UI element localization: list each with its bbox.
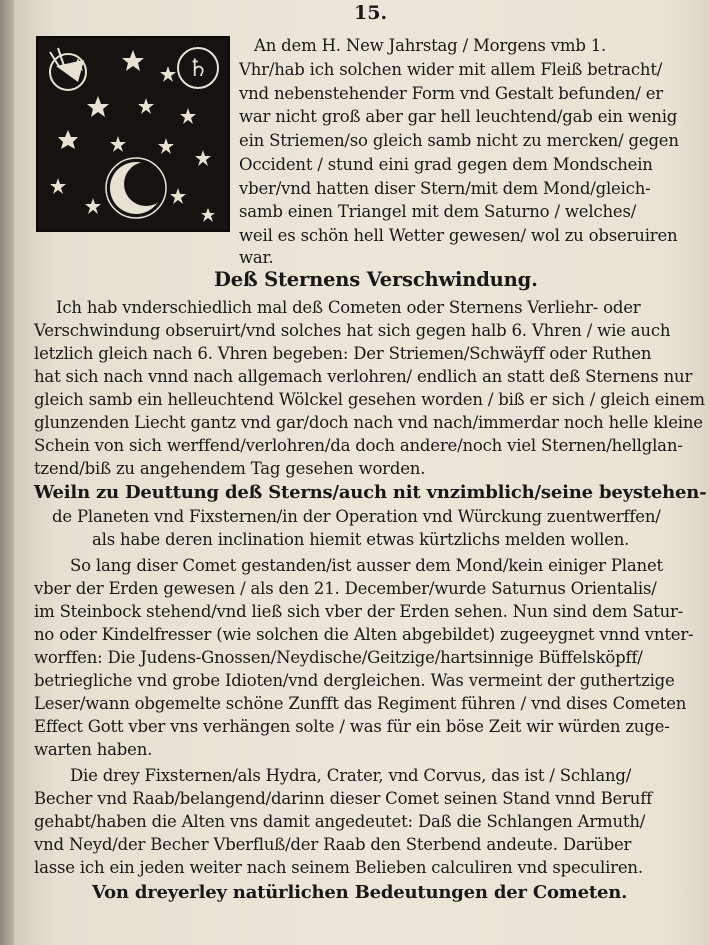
text-line: Ich hab vnderschiedlich mal deß Cometen oder Sternens Verliehr- oder — [56, 298, 641, 317]
text-line: worffen: Die Judens-Gnossen/Neydische/Geitzige/hartsinnige Büffelsköpff/ — [34, 648, 643, 667]
text-line: vber der Erden gewesen / als den 21. December/wurde Saturnus Orientalis/ — [34, 579, 657, 598]
text-line: warten haben. — [34, 740, 153, 759]
text-line: glunzenden Liecht gantz vnd gar/doch nach vnd nach/immerdar noch helle kleine — [34, 413, 703, 432]
text-line: Vhr/hab ich solchen wider mit allem Fleiß betracht/ — [239, 60, 663, 79]
subheading-line: de Planeten vnd Fixsternen/in der Operation vnd Würckung zuentwerffen/ — [52, 507, 661, 526]
text-line: Verschwindung obseruirt/vnd solches hat sich gegen halb 6. Vhren / wie auch — [34, 321, 671, 340]
text-line: vber/vnd hatten diser Stern/mit dem Mond/gleich- — [239, 179, 651, 198]
text-line: Schein von sich werffend/verlohren/da doch andere/noch viel Sternen/hellglan- — [34, 436, 683, 455]
text-line: Effect Gott vber vns verhängen solte / was für ein böse Zeit wir würden zuge- — [34, 717, 670, 736]
text-line: tzend/biß zu angehendem Tag gesehen worden. — [34, 459, 426, 478]
text-line: lasse ich ein jeden weiter nach seinem Belieben calculiren vnd speculiren. — [34, 858, 643, 877]
text-line: Leser/wann obgemelte schöne Zunfft das Regiment führen / vnd dises Cometen — [34, 694, 687, 713]
text-line: gleich samb ein helleuchtend Wölckel gesehen worden / biß er sich / gleich einem — [34, 390, 705, 409]
text-line: vnd nebenstehender Form vnd Gestalt befunden/ er — [239, 84, 663, 103]
text-line: Occident / stund eini grad gegen dem Mondschein — [239, 155, 653, 174]
comet-woodcut-illustration — [36, 36, 230, 232]
text-line: hat sich nach vnnd nach allgemach verlohren/ endlich an statt deß Sternens nur — [34, 367, 693, 386]
text-line: letzlich gleich nach 6. Vhren begeben: Der Striemen/Schwäyff oder Ruthen — [34, 344, 652, 363]
section-heading: Von dreyerley natürlichen Bedeutungen der Cometen. — [92, 882, 628, 903]
text-line: Die drey Fixsternen/als Hydra, Crater, vnd Corvus, das ist / Schlang/ — [70, 766, 632, 785]
text-line: war nicht groß aber gar hell leuchtend/gab ein wenig — [239, 107, 678, 126]
text-line: war. — [239, 248, 274, 267]
text-line: Becher vnd Raab/belangend/darinn dieser Comet seinen Stand vnnd Beruff — [34, 789, 653, 808]
text-line: ein Striemen/so gleich samb nicht zu mercken/ gegen — [239, 131, 679, 150]
text-line: im Steinbock stehend/vnd ließ sich vber der Erden sehen. Nun sind dem Satur- — [34, 602, 684, 621]
text-line: So lang diser Comet gestanden/ist ausser dem Mond/kein einiger Planet — [70, 556, 663, 575]
text-line: samb einen Triangel mit dem Saturno / welches/ — [239, 202, 637, 221]
text-line: gehabt/haben die Alten vns damit angedeutet: Daß die Schlangen Armuth/ — [34, 812, 646, 831]
binding-gutter — [0, 0, 14, 945]
text-line: betriegliche vnd grobe Idioten/vnd dergleichen. Was vermeint der guthertzige — [34, 671, 675, 690]
page-number: 15. — [354, 2, 388, 24]
book-page — [14, 0, 709, 945]
subheading-line: als habe deren inclination hiemit etwas kürtzlichs melden wollen. — [92, 530, 630, 549]
text-line: no oder Kindelfresser (wie solchen die Alten abgebildet) zugeeygnet vnnd vnter- — [34, 625, 694, 644]
text-line: vnd Neyd/der Becher Vberfluß/der Raab den Sterbend andeute. Darüber — [34, 835, 632, 854]
text-line: An dem H. New Jahrstag / Morgens vmb 1. — [254, 36, 607, 55]
svg-text:♄: ♄ — [187, 54, 209, 82]
section-heading: Deß Sternens Verschwindung. — [214, 268, 538, 291]
text-line: weil es schön hell Wetter gewesen/ wol zu obseruiren — [239, 226, 678, 245]
subheading-line: Weiln zu Deuttung deß Sterns/auch nit vnzimblich/seine beystehen- — [34, 482, 707, 503]
